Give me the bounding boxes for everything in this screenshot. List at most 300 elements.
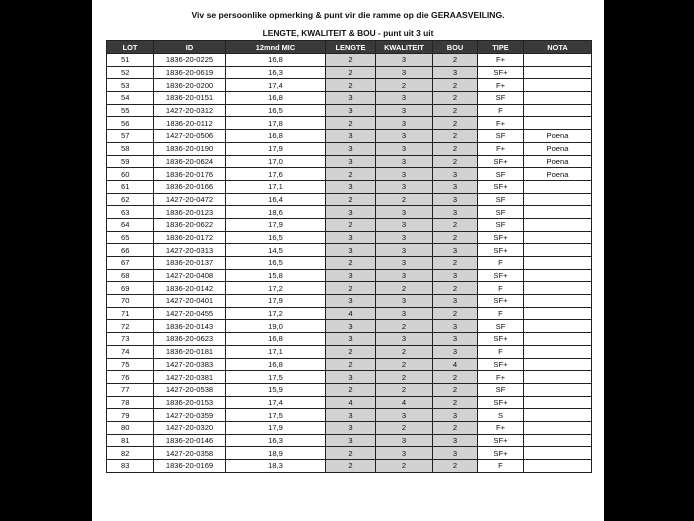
mic-cell: 18,6 bbox=[226, 206, 326, 219]
bou-cell: 2 bbox=[433, 104, 478, 117]
mic-cell: 17,9 bbox=[226, 421, 326, 434]
mic-cell: 14,5 bbox=[226, 244, 326, 257]
id-cell: 1836-20-0143 bbox=[154, 320, 226, 333]
bou-cell: 2 bbox=[433, 130, 478, 143]
nota-cell bbox=[524, 383, 592, 396]
lengte-cell: 3 bbox=[326, 92, 376, 105]
bou-cell: 3 bbox=[433, 345, 478, 358]
lengte-cell: 2 bbox=[326, 168, 376, 181]
id-cell: 1836-20-0176 bbox=[154, 168, 226, 181]
lengte-cell: 3 bbox=[326, 333, 376, 346]
nota-cell bbox=[524, 193, 592, 206]
lengte-cell: 3 bbox=[326, 142, 376, 155]
lot-cell: 60 bbox=[107, 168, 154, 181]
table-row bbox=[107, 421, 592, 434]
mic-cell: 16,5 bbox=[226, 257, 326, 270]
nota-cell bbox=[524, 218, 592, 231]
bou-cell: 3 bbox=[433, 206, 478, 219]
id-cell: 1836-20-0151 bbox=[154, 92, 226, 105]
kwaliteit-cell: 2 bbox=[376, 358, 433, 371]
lot-cell: 52 bbox=[107, 66, 154, 79]
nota-cell bbox=[524, 358, 592, 371]
tipe-cell: SF bbox=[478, 206, 524, 219]
lengte-cell: 2 bbox=[326, 54, 376, 67]
lot-cell: 61 bbox=[107, 180, 154, 193]
id-cell: 1427-20-0358 bbox=[154, 447, 226, 460]
tipe-cell: SF+ bbox=[478, 447, 524, 460]
id-cell: 1836-20-0172 bbox=[154, 231, 226, 244]
nota-cell bbox=[524, 92, 592, 105]
mic-cell: 16,8 bbox=[226, 54, 326, 67]
table-row bbox=[107, 206, 592, 219]
mic-cell: 18,3 bbox=[226, 460, 326, 473]
mic-cell: 17,0 bbox=[226, 155, 326, 168]
id-cell: 1427-20-0538 bbox=[154, 383, 226, 396]
tipe-cell: SF+ bbox=[478, 269, 524, 282]
lengte-cell: 3 bbox=[326, 371, 376, 384]
bou-cell: 2 bbox=[433, 307, 478, 320]
nota-cell bbox=[524, 180, 592, 193]
mic-cell: 16,8 bbox=[226, 358, 326, 371]
lot-cell: 54 bbox=[107, 92, 154, 105]
bou-cell: 2 bbox=[433, 92, 478, 105]
lengte-cell: 4 bbox=[326, 307, 376, 320]
tipe-cell: SF bbox=[478, 320, 524, 333]
lot-cell: 70 bbox=[107, 295, 154, 308]
lengte-cell: 3 bbox=[326, 269, 376, 282]
table-row bbox=[107, 193, 592, 206]
lot-cell: 81 bbox=[107, 434, 154, 447]
nota-cell bbox=[524, 460, 592, 473]
mic-cell: 15,8 bbox=[226, 269, 326, 282]
lengte-cell: 3 bbox=[326, 320, 376, 333]
table-row bbox=[107, 295, 592, 308]
mic-cell: 16,8 bbox=[226, 92, 326, 105]
id-cell: 1427-20-0381 bbox=[154, 371, 226, 384]
nota-cell bbox=[524, 447, 592, 460]
lot-cell: 51 bbox=[107, 54, 154, 67]
tipe-cell: F+ bbox=[478, 54, 524, 67]
table-row bbox=[107, 180, 592, 193]
id-cell: 1836-20-0169 bbox=[154, 460, 226, 473]
mic-cell: 16,3 bbox=[226, 434, 326, 447]
header-kwaliteit: KWALITEIT bbox=[376, 41, 433, 54]
lengte-cell: 2 bbox=[326, 358, 376, 371]
kwaliteit-cell: 3 bbox=[376, 307, 433, 320]
id-cell: 1836-20-0619 bbox=[154, 66, 226, 79]
lot-cell: 74 bbox=[107, 345, 154, 358]
tipe-cell: SF+ bbox=[478, 180, 524, 193]
id-cell: 1427-20-0320 bbox=[154, 421, 226, 434]
nota-cell bbox=[524, 307, 592, 320]
mic-cell: 17,2 bbox=[226, 282, 326, 295]
kwaliteit-cell: 2 bbox=[376, 345, 433, 358]
header-lengte: LENGTE bbox=[326, 41, 376, 54]
bou-cell: 2 bbox=[433, 231, 478, 244]
document-page bbox=[92, 0, 604, 521]
bou-cell: 2 bbox=[433, 117, 478, 130]
nota-cell bbox=[524, 421, 592, 434]
lot-cell: 53 bbox=[107, 79, 154, 92]
lengte-cell: 3 bbox=[326, 155, 376, 168]
tipe-cell: SF bbox=[478, 193, 524, 206]
header-bou: BOU bbox=[433, 41, 478, 54]
nota-cell: Poena bbox=[524, 142, 592, 155]
header-id: ID bbox=[154, 41, 226, 54]
table-row bbox=[107, 282, 592, 295]
table-row bbox=[107, 142, 592, 155]
nota-cell: Poena bbox=[524, 168, 592, 181]
nota-cell bbox=[524, 320, 592, 333]
lengte-cell: 2 bbox=[326, 66, 376, 79]
header-tipe: TIPE bbox=[478, 41, 524, 54]
bou-cell: 3 bbox=[433, 320, 478, 333]
lot-cell: 62 bbox=[107, 193, 154, 206]
kwaliteit-cell: 3 bbox=[376, 244, 433, 257]
table-row bbox=[107, 434, 592, 447]
lengte-cell: 2 bbox=[326, 345, 376, 358]
kwaliteit-cell: 3 bbox=[376, 206, 433, 219]
bou-cell: 3 bbox=[433, 333, 478, 346]
id-cell: 1427-20-0313 bbox=[154, 244, 226, 257]
tipe-cell: SF+ bbox=[478, 358, 524, 371]
id-cell: 1427-20-0312 bbox=[154, 104, 226, 117]
id-cell: 1836-20-0622 bbox=[154, 218, 226, 231]
bou-cell: 3 bbox=[433, 168, 478, 181]
lengte-cell: 3 bbox=[326, 434, 376, 447]
table-row bbox=[107, 168, 592, 181]
table-row bbox=[107, 320, 592, 333]
id-cell: 1427-20-0455 bbox=[154, 307, 226, 320]
kwaliteit-cell: 4 bbox=[376, 396, 433, 409]
table-row bbox=[107, 92, 592, 105]
lengte-cell: 3 bbox=[326, 130, 376, 143]
mic-cell: 16,3 bbox=[226, 66, 326, 79]
lengte-cell: 3 bbox=[326, 244, 376, 257]
tipe-cell: SF bbox=[478, 218, 524, 231]
lengte-cell: 2 bbox=[326, 193, 376, 206]
table-row bbox=[107, 231, 592, 244]
kwaliteit-cell: 3 bbox=[376, 434, 433, 447]
kwaliteit-cell: 3 bbox=[376, 180, 433, 193]
table-row bbox=[107, 79, 592, 92]
tipe-cell: SF bbox=[478, 92, 524, 105]
tipe-cell: SF+ bbox=[478, 231, 524, 244]
id-cell: 1836-20-0142 bbox=[154, 282, 226, 295]
bou-cell: 2 bbox=[433, 54, 478, 67]
document-title: Viv se persoonlike opmerking & punt vir die ramme op die GERAASVEILING. bbox=[191, 10, 505, 20]
mic-cell: 16,8 bbox=[226, 130, 326, 143]
id-cell: 1427-20-0359 bbox=[154, 409, 226, 422]
bou-cell: 4 bbox=[433, 358, 478, 371]
bou-cell: 3 bbox=[433, 244, 478, 257]
tipe-cell: SF+ bbox=[478, 333, 524, 346]
tipe-cell: SF bbox=[478, 130, 524, 143]
table-row bbox=[107, 307, 592, 320]
bou-cell: 3 bbox=[433, 434, 478, 447]
id-cell: 1427-20-0401 bbox=[154, 295, 226, 308]
table-row bbox=[107, 333, 592, 346]
kwaliteit-cell: 2 bbox=[376, 282, 433, 295]
id-cell: 1836-20-0190 bbox=[154, 142, 226, 155]
lot-cell: 63 bbox=[107, 206, 154, 219]
tipe-cell: F bbox=[478, 282, 524, 295]
bou-cell: 3 bbox=[433, 193, 478, 206]
nota-cell bbox=[524, 257, 592, 270]
table-row bbox=[107, 117, 592, 130]
lengte-cell: 2 bbox=[326, 383, 376, 396]
table-row bbox=[107, 54, 592, 67]
bou-cell: 3 bbox=[433, 447, 478, 460]
tipe-cell: SF+ bbox=[478, 155, 524, 168]
lengte-cell: 2 bbox=[326, 257, 376, 270]
kwaliteit-cell: 3 bbox=[376, 231, 433, 244]
tipe-cell: SF bbox=[478, 168, 524, 181]
mic-cell: 17,5 bbox=[226, 409, 326, 422]
header-lot: LOT bbox=[107, 41, 154, 54]
table-header-row bbox=[107, 41, 592, 54]
tipe-cell: SF+ bbox=[478, 295, 524, 308]
table-row bbox=[107, 383, 592, 396]
nota-cell bbox=[524, 345, 592, 358]
table-body bbox=[107, 54, 592, 473]
kwaliteit-cell: 3 bbox=[376, 142, 433, 155]
lot-cell: 55 bbox=[107, 104, 154, 117]
lengte-cell: 2 bbox=[326, 282, 376, 295]
nota-cell bbox=[524, 269, 592, 282]
kwaliteit-cell: 3 bbox=[376, 104, 433, 117]
kwaliteit-cell: 3 bbox=[376, 117, 433, 130]
table-row bbox=[107, 460, 592, 473]
lot-cell: 65 bbox=[107, 231, 154, 244]
id-cell: 1836-20-0153 bbox=[154, 396, 226, 409]
nota-cell bbox=[524, 396, 592, 409]
id-cell: 1836-20-0166 bbox=[154, 180, 226, 193]
kwaliteit-cell: 3 bbox=[376, 130, 433, 143]
tipe-cell: F+ bbox=[478, 117, 524, 130]
kwaliteit-cell: 2 bbox=[376, 383, 433, 396]
mic-cell: 16,5 bbox=[226, 231, 326, 244]
id-cell: 1836-20-0225 bbox=[154, 54, 226, 67]
lengte-cell: 2 bbox=[326, 447, 376, 460]
lengte-cell: 2 bbox=[326, 460, 376, 473]
nota-cell: Poena bbox=[524, 155, 592, 168]
lot-cell: 59 bbox=[107, 155, 154, 168]
nota-cell bbox=[524, 206, 592, 219]
bou-cell: 2 bbox=[433, 218, 478, 231]
id-cell: 1836-20-0137 bbox=[154, 257, 226, 270]
lot-cell: 64 bbox=[107, 218, 154, 231]
table-row bbox=[107, 66, 592, 79]
bou-cell: 2 bbox=[433, 396, 478, 409]
lot-cell: 68 bbox=[107, 269, 154, 282]
mic-cell: 17,2 bbox=[226, 307, 326, 320]
mic-cell: 17,9 bbox=[226, 218, 326, 231]
lengte-cell: 2 bbox=[326, 218, 376, 231]
kwaliteit-cell: 2 bbox=[376, 421, 433, 434]
bou-cell: 3 bbox=[433, 409, 478, 422]
nota-cell bbox=[524, 104, 592, 117]
kwaliteit-cell: 3 bbox=[376, 269, 433, 282]
nota-cell bbox=[524, 333, 592, 346]
table-row bbox=[107, 155, 592, 168]
nota-cell bbox=[524, 79, 592, 92]
kwaliteit-cell: 3 bbox=[376, 155, 433, 168]
lengte-cell: 2 bbox=[326, 79, 376, 92]
lot-cell: 75 bbox=[107, 358, 154, 371]
id-cell: 1836-20-0623 bbox=[154, 333, 226, 346]
lot-cell: 76 bbox=[107, 371, 154, 384]
kwaliteit-cell: 3 bbox=[376, 409, 433, 422]
bou-cell: 2 bbox=[433, 155, 478, 168]
kwaliteit-cell: 3 bbox=[376, 92, 433, 105]
header-nota: NOTA bbox=[524, 41, 592, 54]
nota-cell bbox=[524, 54, 592, 67]
lot-cell: 69 bbox=[107, 282, 154, 295]
table-row bbox=[107, 358, 592, 371]
mic-cell: 19,0 bbox=[226, 320, 326, 333]
lot-cell: 72 bbox=[107, 320, 154, 333]
lengte-cell: 3 bbox=[326, 104, 376, 117]
mic-cell: 17,5 bbox=[226, 371, 326, 384]
bou-cell: 2 bbox=[433, 460, 478, 473]
kwaliteit-cell: 3 bbox=[376, 257, 433, 270]
lengte-cell: 3 bbox=[326, 295, 376, 308]
lot-cell: 82 bbox=[107, 447, 154, 460]
table-row bbox=[107, 409, 592, 422]
document-subtitle: LENGTE, KWALITEIT & BOU - punt uit 3 uit bbox=[262, 28, 434, 38]
lot-cell: 58 bbox=[107, 142, 154, 155]
lot-cell: 73 bbox=[107, 333, 154, 346]
mic-cell: 17,8 bbox=[226, 117, 326, 130]
table-row bbox=[107, 130, 592, 143]
kwaliteit-cell: 2 bbox=[376, 193, 433, 206]
bou-cell: 3 bbox=[433, 66, 478, 79]
kwaliteit-cell: 3 bbox=[376, 333, 433, 346]
table-row bbox=[107, 447, 592, 460]
lengte-cell: 2 bbox=[326, 117, 376, 130]
id-cell: 1836-20-0146 bbox=[154, 434, 226, 447]
header-mic: 12mnd MIC bbox=[226, 41, 326, 54]
table-row bbox=[107, 396, 592, 409]
nota-cell bbox=[524, 231, 592, 244]
nota-cell bbox=[524, 295, 592, 308]
mic-cell: 17,6 bbox=[226, 168, 326, 181]
tipe-cell: F+ bbox=[478, 79, 524, 92]
tipe-cell: F+ bbox=[478, 142, 524, 155]
id-cell: 1427-20-0506 bbox=[154, 130, 226, 143]
id-cell: 1427-20-0408 bbox=[154, 269, 226, 282]
mic-cell: 16,4 bbox=[226, 193, 326, 206]
bou-cell: 2 bbox=[433, 142, 478, 155]
kwaliteit-cell: 3 bbox=[376, 54, 433, 67]
lot-cell: 80 bbox=[107, 421, 154, 434]
bou-cell: 2 bbox=[433, 79, 478, 92]
lengte-cell: 3 bbox=[326, 231, 376, 244]
kwaliteit-cell: 3 bbox=[376, 66, 433, 79]
bou-cell: 2 bbox=[433, 421, 478, 434]
nota-cell bbox=[524, 244, 592, 257]
id-cell: 1836-20-0123 bbox=[154, 206, 226, 219]
tipe-cell: F bbox=[478, 345, 524, 358]
lot-cell: 78 bbox=[107, 396, 154, 409]
table-row bbox=[107, 269, 592, 282]
mic-cell: 17,1 bbox=[226, 180, 326, 193]
nota-cell bbox=[524, 66, 592, 79]
lot-cell: 79 bbox=[107, 409, 154, 422]
bou-cell: 2 bbox=[433, 257, 478, 270]
lengte-cell: 4 bbox=[326, 396, 376, 409]
mic-cell: 16,5 bbox=[226, 104, 326, 117]
bou-cell: 2 bbox=[433, 371, 478, 384]
tipe-cell: SF bbox=[478, 383, 524, 396]
tipe-cell: F+ bbox=[478, 371, 524, 384]
bou-cell: 3 bbox=[433, 269, 478, 282]
tipe-cell: SF+ bbox=[478, 396, 524, 409]
id-cell: 1836-20-0112 bbox=[154, 117, 226, 130]
nota-cell bbox=[524, 117, 592, 130]
id-cell: 1836-20-0200 bbox=[154, 79, 226, 92]
lot-cell: 71 bbox=[107, 307, 154, 320]
mic-cell: 17,1 bbox=[226, 345, 326, 358]
id-cell: 1427-20-0472 bbox=[154, 193, 226, 206]
lot-cell: 67 bbox=[107, 257, 154, 270]
tipe-cell: SF+ bbox=[478, 244, 524, 257]
id-cell: 1836-20-0181 bbox=[154, 345, 226, 358]
lengte-cell: 3 bbox=[326, 206, 376, 219]
kwaliteit-cell: 3 bbox=[376, 447, 433, 460]
nota-cell: Poena bbox=[524, 130, 592, 143]
table-row bbox=[107, 244, 592, 257]
tipe-cell: SF+ bbox=[478, 66, 524, 79]
bou-cell: 2 bbox=[433, 282, 478, 295]
table-row bbox=[107, 104, 592, 117]
mic-cell: 15,9 bbox=[226, 383, 326, 396]
lot-table bbox=[106, 40, 592, 473]
lot-cell: 83 bbox=[107, 460, 154, 473]
nota-cell bbox=[524, 409, 592, 422]
kwaliteit-cell: 2 bbox=[376, 371, 433, 384]
bou-cell: 2 bbox=[433, 383, 478, 396]
kwaliteit-cell: 2 bbox=[376, 460, 433, 473]
kwaliteit-cell: 3 bbox=[376, 295, 433, 308]
lengte-cell: 3 bbox=[326, 409, 376, 422]
tipe-cell: SF+ bbox=[478, 434, 524, 447]
mic-cell: 17,4 bbox=[226, 396, 326, 409]
table-row bbox=[107, 371, 592, 384]
bou-cell: 3 bbox=[433, 295, 478, 308]
nota-cell bbox=[524, 282, 592, 295]
table-row bbox=[107, 218, 592, 231]
lot-cell: 56 bbox=[107, 117, 154, 130]
nota-cell bbox=[524, 371, 592, 384]
tipe-cell: S bbox=[478, 409, 524, 422]
kwaliteit-cell: 2 bbox=[376, 320, 433, 333]
mic-cell: 18,9 bbox=[226, 447, 326, 460]
kwaliteit-cell: 3 bbox=[376, 168, 433, 181]
table-row bbox=[107, 257, 592, 270]
bou-cell: 3 bbox=[433, 180, 478, 193]
tipe-cell: F bbox=[478, 257, 524, 270]
mic-cell: 17,9 bbox=[226, 295, 326, 308]
id-cell: 1836-20-0624 bbox=[154, 155, 226, 168]
kwaliteit-cell: 2 bbox=[376, 79, 433, 92]
lot-cell: 66 bbox=[107, 244, 154, 257]
lengte-cell: 3 bbox=[326, 180, 376, 193]
tipe-cell: F bbox=[478, 460, 524, 473]
lot-cell: 77 bbox=[107, 383, 154, 396]
kwaliteit-cell: 3 bbox=[376, 218, 433, 231]
